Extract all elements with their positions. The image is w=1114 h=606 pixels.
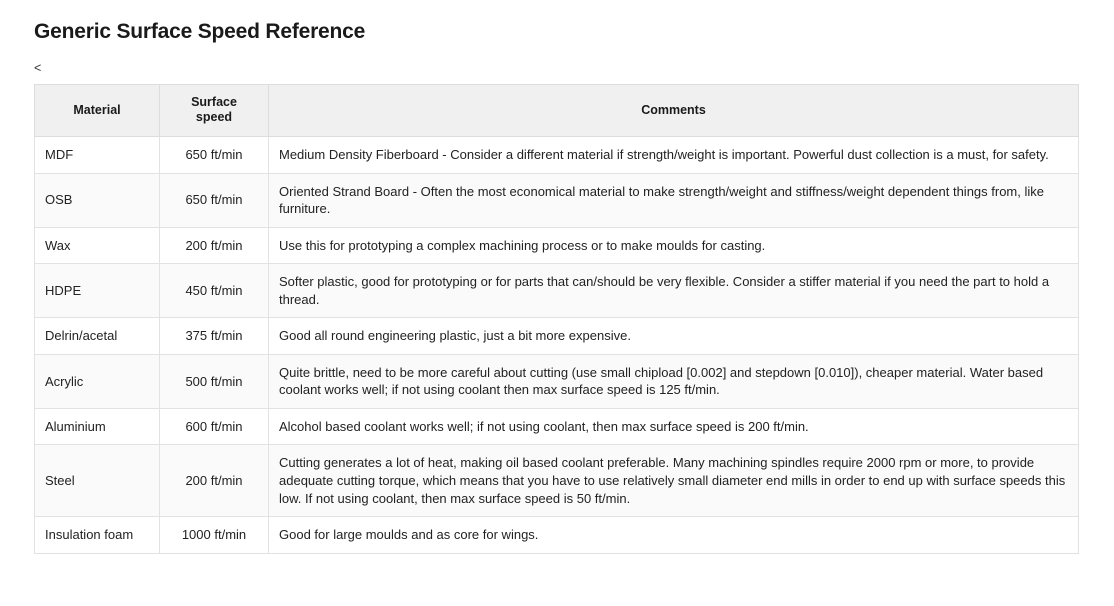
column-header-comments: Comments [269,84,1079,136]
cell-material: Wax [35,227,160,264]
cell-comments: Cutting generates a lot of heat, making oil based coolant preferable. Many machining spindles require 2000 rpm or more, to provide adequate cutting torque, which means that you have to use relatively small diameter end mills in order to end up with surface speeds this low. If not using coolant, then max surface speed is 50 ft/min. [269,445,1079,517]
table-row [35,173,1079,227]
cell-surface-speed: 200 ft/min [160,445,269,517]
table-row [35,318,1079,355]
cell-surface-speed: 200 ft/min [160,227,269,264]
cell-comments: Oriented Strand Board - Often the most economical material to make strength/weight and stiffness/weight dependent things from, like furniture. [269,173,1079,227]
cell-comments: Use this for prototyping a complex machining process or to make moulds for casting. [269,227,1079,264]
cell-comments: Good all round engineering plastic, just a bit more expensive. [269,318,1079,355]
table-body [35,137,1079,554]
table-row [35,137,1079,174]
table-row [35,517,1079,554]
cell-material: Steel [35,445,160,517]
surface-speed-table [34,84,1079,554]
cell-material: Aluminium [35,408,160,445]
cell-surface-speed: 650 ft/min [160,173,269,227]
cell-comments: Softer plastic, good for prototyping or for parts that can/should be very flexible. Consider a stiffer material if you need the part to hold a thread. [269,264,1079,318]
cell-material: Delrin/acetal [35,318,160,355]
cell-material: Acrylic [35,354,160,408]
page-title: Generic Surface Speed Reference [34,20,366,43]
column-header-material: Material [35,84,160,136]
cell-comments: Medium Density Fiberboard - Consider a different material if strength/weight is important. Powerful dust collection is a must, for safety. [269,137,1079,174]
cell-material: OSB [35,173,160,227]
cell-surface-speed: 650 ft/min [160,137,269,174]
cell-comments: Alcohol based coolant works well; if not using coolant, then max surface speed is 200 ft/min. [269,408,1079,445]
table-row [35,227,1079,264]
cell-material: HDPE [35,264,160,318]
table-row [35,354,1079,408]
cell-surface-speed: 450 ft/min [160,264,269,318]
table-header [35,84,1079,136]
cell-surface-speed: 375 ft/min [160,318,269,355]
cell-surface-speed: 600 ft/min [160,408,269,445]
cell-material: Insulation foam [35,517,160,554]
table-header-row [35,84,1079,136]
column-header-surface-speed-line2: speed [195,110,233,125]
column-header-surface-speed [160,84,269,136]
cell-surface-speed: 500 ft/min [160,354,269,408]
cell-comments: Good for large moulds and as core for wings. [269,517,1079,554]
table-row [35,264,1079,318]
stray-text: < [34,61,42,75]
column-header-surface-speed-line1: Surface [191,94,237,109]
table-row [35,445,1079,517]
cell-surface-speed: 1000 ft/min [160,517,269,554]
table-row [35,408,1079,445]
cell-comments: Quite brittle, need to be more careful about cutting (use small chipload [0.002] and stepdown [0.010]), cheaper material. Water based coolant works well; if not using coolant then max surface speed is 125 ft/min. [269,354,1079,408]
cell-material: MDF [35,137,160,174]
